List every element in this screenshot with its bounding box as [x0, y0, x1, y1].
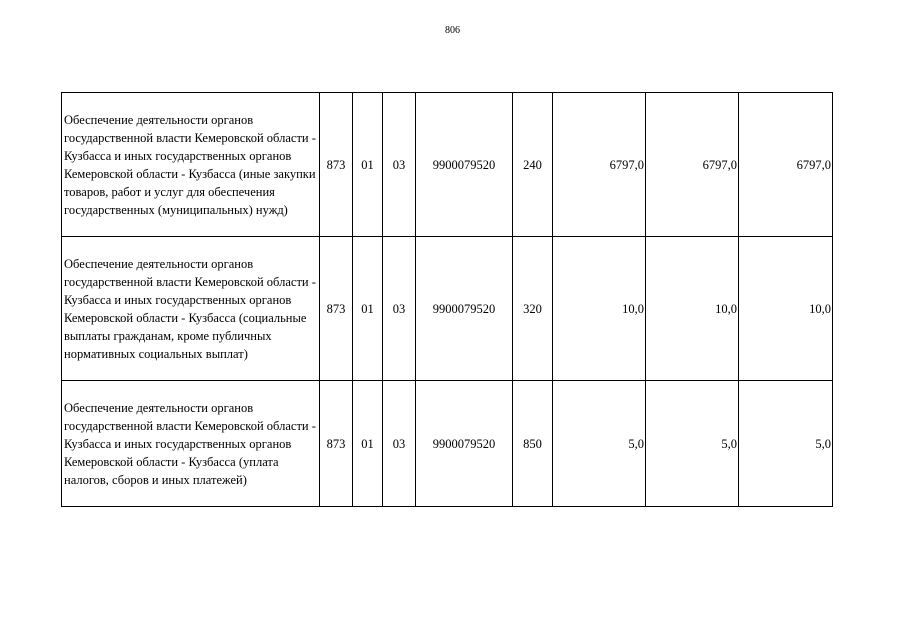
expense-type-code: 240	[513, 93, 553, 237]
subsection-code: 03	[383, 381, 416, 507]
section-code: 01	[353, 237, 383, 381]
expense-type-code: 850	[513, 381, 553, 507]
page-number: 806	[445, 25, 460, 36]
row-description: Обеспечение деятельности органов государственной власти Кемеровской области - Кузбасса и иных государственных органов Кемеровской области - Кузбасса (иные закупки товаров, работ и услуг для обеспечения государственных (муниципальных) нужд)	[62, 93, 320, 237]
section-code: 01	[353, 93, 383, 237]
amount-year-3: 5,0	[739, 381, 833, 507]
target-article-code: 9900079520	[416, 381, 513, 507]
amount-year-2: 5,0	[646, 381, 739, 507]
amount-year-3: 10,0	[739, 237, 833, 381]
amount-year-1: 5,0	[553, 381, 646, 507]
section-code: 01	[353, 381, 383, 507]
budget-table	[61, 92, 833, 507]
subsection-code: 03	[383, 93, 416, 237]
amount-year-3: 6797,0	[739, 93, 833, 237]
amount-year-2: 10,0	[646, 237, 739, 381]
table-row	[62, 381, 833, 507]
table-row	[62, 237, 833, 381]
amount-year-2: 6797,0	[646, 93, 739, 237]
expense-type-code: 320	[513, 237, 553, 381]
ministry-code: 873	[320, 93, 353, 237]
target-article-code: 9900079520	[416, 93, 513, 237]
ministry-code: 873	[320, 381, 353, 507]
row-description: Обеспечение деятельности органов государственной власти Кемеровской области - Кузбасса и иных государственных органов Кемеровской области - Кузбасса (уплата налогов, сборов и иных платежей)	[62, 381, 320, 507]
row-description: Обеспечение деятельности органов государственной власти Кемеровской области - Кузбасса и иных государственных органов Кемеровской области - Кузбасса (социальные выплаты гражданам, кроме публичных нормативных социальных выплат)	[62, 237, 320, 381]
target-article-code: 9900079520	[416, 237, 513, 381]
amount-year-1: 10,0	[553, 237, 646, 381]
ministry-code: 873	[320, 237, 353, 381]
subsection-code: 03	[383, 237, 416, 381]
table-row	[62, 93, 833, 237]
amount-year-1: 6797,0	[553, 93, 646, 237]
